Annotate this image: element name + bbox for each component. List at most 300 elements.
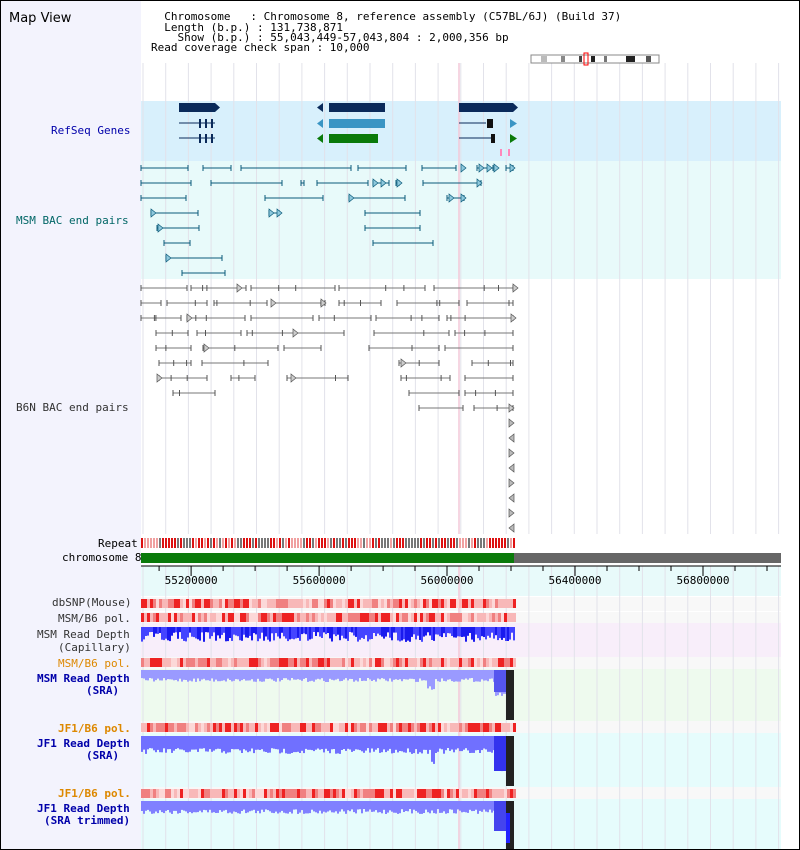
track-label-jf1-depth-sra-1[interactable]: JF1 Read Depth xyxy=(37,737,130,750)
repeat-element xyxy=(351,538,353,548)
heat-cell xyxy=(159,658,162,667)
heat-cell xyxy=(162,613,165,622)
show-range-info: Show (b.p.) : 55,043,449-57,043,804 : 2,000,356 bp xyxy=(151,31,509,44)
depth-bar xyxy=(353,801,355,812)
depth-bar xyxy=(203,801,205,810)
depth-bar xyxy=(471,627,473,640)
depth-bar xyxy=(491,627,493,633)
heat-cell xyxy=(468,723,471,732)
depth-bar xyxy=(145,627,147,636)
depth-bar xyxy=(191,801,193,813)
depth-bar xyxy=(447,801,449,813)
depth-bar xyxy=(281,736,283,753)
depth-bar xyxy=(489,801,491,810)
heat-cell xyxy=(321,658,324,667)
depth-bar xyxy=(405,627,407,642)
heat-cell xyxy=(372,613,375,622)
depth-bar xyxy=(459,670,461,682)
track-label-jf1-depth-trimmed-1[interactable]: JF1 Read Depth xyxy=(37,802,130,815)
depth-bar xyxy=(209,736,211,749)
heat-cell xyxy=(297,599,300,608)
depth-bar xyxy=(299,670,301,680)
depth-bar xyxy=(195,801,197,812)
repeat-element xyxy=(285,538,287,548)
heat-cell xyxy=(219,723,222,732)
depth-bar xyxy=(145,736,147,754)
heat-cell xyxy=(192,599,195,608)
depth-bar xyxy=(295,670,297,680)
depth-bar xyxy=(287,627,289,641)
depth-bar xyxy=(269,670,271,679)
depth-bar xyxy=(155,670,157,680)
depth-bar xyxy=(229,801,231,813)
heat-cell xyxy=(348,723,351,732)
depth-bar xyxy=(329,627,331,638)
heat-cell xyxy=(339,613,342,622)
heat-cell xyxy=(369,658,372,667)
depth-bar xyxy=(345,736,347,751)
heat-cell xyxy=(165,789,168,798)
depth-bar xyxy=(299,627,301,641)
depth-bar xyxy=(143,801,145,814)
depth-bar xyxy=(509,627,511,640)
track-label-refseq[interactable]: RefSeq Genes xyxy=(51,124,131,137)
heat-cell xyxy=(417,789,420,798)
heat-cell xyxy=(171,613,174,622)
depth-bar xyxy=(371,670,373,681)
heat-cell xyxy=(234,789,237,798)
depth-bar xyxy=(163,736,165,748)
heat-cell xyxy=(195,613,198,622)
repeat-element xyxy=(159,538,161,548)
depth-bar xyxy=(241,736,243,753)
heat-cell xyxy=(333,613,336,622)
track-label-msm-depth-cap-1[interactable]: MSM Read Depth xyxy=(37,628,130,641)
heat-cell xyxy=(444,599,447,608)
heat-cell xyxy=(231,723,234,732)
depth-bar xyxy=(311,627,313,639)
track-label-msm-depth-sra-1[interactable]: MSM Read Depth xyxy=(37,672,130,685)
track-label-jf1-depth-sra-2: (SRA) xyxy=(86,749,120,762)
heat-cell xyxy=(369,613,372,622)
heat-cell xyxy=(213,789,216,798)
heat-cell xyxy=(387,599,390,608)
depth-bar xyxy=(335,736,337,754)
heat-cell xyxy=(420,599,423,608)
heat-cell xyxy=(285,723,288,732)
heat-cell xyxy=(270,658,273,667)
heat-cell xyxy=(501,789,504,798)
heat-cell xyxy=(459,789,462,798)
depth-bar xyxy=(489,627,491,638)
depth-bar xyxy=(445,736,447,750)
heat-cell xyxy=(501,599,504,608)
heat-cell xyxy=(426,658,429,667)
repeat-element xyxy=(156,538,158,548)
depth-bar xyxy=(423,627,425,637)
depth-bar xyxy=(387,801,389,813)
heat-cell xyxy=(225,658,228,667)
depth-bar xyxy=(211,736,213,752)
depth-bar xyxy=(481,736,483,750)
depth-bar xyxy=(329,670,331,679)
depth-bar xyxy=(287,801,289,814)
heat-cell xyxy=(453,613,456,622)
track-label-msm-b6-pol-2[interactable]: MSM/B6 pol. xyxy=(58,657,131,670)
depth-bar xyxy=(431,736,433,762)
heat-cell xyxy=(357,658,360,667)
depth-bar xyxy=(175,627,177,632)
depth-bar xyxy=(469,801,471,810)
heat-cell xyxy=(315,613,318,622)
depth-bar xyxy=(379,801,381,812)
heat-cell xyxy=(384,789,387,798)
depth-bar xyxy=(375,736,377,750)
heat-cell xyxy=(267,658,270,667)
depth-bar xyxy=(235,736,237,749)
depth-bar xyxy=(369,736,371,753)
heat-cell xyxy=(180,789,183,798)
heat-cell xyxy=(495,723,498,732)
heat-cell xyxy=(345,613,348,622)
depth-bar xyxy=(477,627,479,638)
depth-bar xyxy=(301,627,303,634)
depth-bar xyxy=(201,801,203,812)
heat-cell xyxy=(141,723,144,732)
heat-cell xyxy=(228,599,231,608)
repeat-element xyxy=(363,538,365,548)
depth-bar xyxy=(155,736,157,752)
heat-cell xyxy=(306,658,309,667)
depth-bar xyxy=(349,627,351,632)
depth-bar xyxy=(347,736,349,749)
track-label-b6n-bac[interactable]: B6N BAC end pairs xyxy=(16,401,129,414)
depth-bar xyxy=(157,627,159,634)
depth-bar xyxy=(439,627,441,636)
depth-bar xyxy=(245,801,247,813)
heat-cell xyxy=(393,723,396,732)
depth-bar xyxy=(141,801,143,811)
repeat-element xyxy=(231,538,233,548)
depth-bar xyxy=(199,736,201,749)
depth-bar xyxy=(425,670,427,681)
heat-cell xyxy=(150,599,153,608)
heat-cell xyxy=(312,723,315,732)
repeat-element xyxy=(216,538,218,548)
depth-bar xyxy=(169,670,171,679)
heat-cell xyxy=(177,658,180,667)
depth-bar xyxy=(413,627,415,634)
heat-cell xyxy=(225,723,228,732)
depth-bar xyxy=(165,670,167,680)
heat-cell xyxy=(378,723,381,732)
track-label-dbsnp[interactable]: dbSNP(Mouse) xyxy=(52,596,132,609)
depth-bar xyxy=(377,627,379,634)
depth-bar xyxy=(291,670,293,678)
depth-bar xyxy=(455,736,457,750)
heat-cell xyxy=(234,723,237,732)
depth-bar xyxy=(399,627,401,641)
depth-bar xyxy=(297,670,299,679)
heat-cell xyxy=(165,599,168,608)
dbsnp-track xyxy=(141,599,516,608)
heat-cell xyxy=(480,723,483,732)
depth-bar xyxy=(433,736,435,764)
chromosome-bar-loaded xyxy=(141,553,514,563)
heat-cell xyxy=(402,789,405,798)
heat-cell xyxy=(237,658,240,667)
depth-bar xyxy=(499,627,501,638)
depth-bar xyxy=(465,736,467,748)
depth-bar xyxy=(463,736,465,750)
heat-cell xyxy=(228,723,231,732)
depth-bar xyxy=(327,670,329,682)
heat-cell xyxy=(336,613,339,622)
depth-bar xyxy=(295,801,297,809)
heat-cell xyxy=(444,789,447,798)
heat-cell xyxy=(495,658,498,667)
track-label-jf1-b6-pol-1[interactable]: JF1/B6 pol. xyxy=(58,722,131,735)
heat-cell xyxy=(222,613,225,622)
heat-cell xyxy=(336,599,339,608)
depth-bar xyxy=(239,736,241,750)
heat-cell xyxy=(420,789,423,798)
depth-bar xyxy=(143,670,145,679)
heat-cell xyxy=(351,723,354,732)
depth-bar xyxy=(295,627,297,638)
heat-cell xyxy=(498,789,501,798)
depth-bar xyxy=(425,736,427,750)
heat-cell xyxy=(330,613,333,622)
depth-bar xyxy=(219,736,221,749)
heat-cell xyxy=(363,789,366,798)
depth-bar xyxy=(427,801,429,812)
depth-bar xyxy=(265,627,267,637)
depth-bar xyxy=(219,670,221,681)
heat-cell xyxy=(504,613,507,622)
gene-exon xyxy=(211,134,213,143)
heat-cell xyxy=(216,658,219,667)
repeat-element xyxy=(177,538,179,548)
heat-cell xyxy=(189,599,192,608)
heat-cell xyxy=(471,613,474,622)
heat-cell xyxy=(315,599,318,608)
repeat-element xyxy=(297,538,299,548)
heat-cell xyxy=(348,613,351,622)
depth-bar xyxy=(159,670,161,680)
depth-bar xyxy=(167,670,169,679)
heat-cell xyxy=(498,599,501,608)
depth-bar xyxy=(347,627,349,641)
heat-cell xyxy=(273,599,276,608)
depth-bar xyxy=(365,736,367,751)
depth-bar xyxy=(325,627,327,634)
depth-bar xyxy=(383,627,385,639)
heat-cell xyxy=(420,613,423,622)
heat-cell xyxy=(366,789,369,798)
heat-cell xyxy=(384,599,387,608)
gene-body xyxy=(329,119,385,128)
heat-cell xyxy=(402,658,405,667)
track-label-repeat[interactable]: Repeat xyxy=(98,537,138,550)
heat-cell xyxy=(186,613,189,622)
heat-cell xyxy=(378,658,381,667)
track-label-jf1-b6-pol-2[interactable]: JF1/B6 pol. xyxy=(58,787,131,800)
depth-bar xyxy=(187,801,189,813)
depth-bar xyxy=(479,670,481,682)
heat-cell xyxy=(417,658,420,667)
heat-cell xyxy=(282,599,285,608)
heat-cell xyxy=(174,613,177,622)
depth-bar xyxy=(341,801,343,809)
depth-bar xyxy=(345,670,347,678)
repeat-element xyxy=(222,538,224,548)
depth-bar xyxy=(403,627,405,639)
heat-cell xyxy=(390,599,393,608)
heat-cell xyxy=(216,599,219,608)
repeat-element xyxy=(144,538,146,548)
chromosome-ideogram xyxy=(531,53,659,65)
depth-bar xyxy=(385,736,387,752)
heat-cell xyxy=(222,723,225,732)
depth-bar xyxy=(257,736,259,750)
depth-bar xyxy=(303,801,305,814)
heat-cell xyxy=(246,789,249,798)
track-label-msm-b6-pol-1[interactable]: MSM/B6 pol. xyxy=(58,612,131,625)
heat-cell xyxy=(231,613,234,622)
heat-cell xyxy=(261,599,264,608)
depth-bar xyxy=(389,670,391,678)
depth-bar xyxy=(467,670,469,680)
heat-cell xyxy=(447,658,450,667)
heat-cell xyxy=(363,723,366,732)
depth-bar xyxy=(343,670,345,680)
repeat-element xyxy=(378,538,380,548)
heat-cell xyxy=(273,613,276,622)
depth-bar xyxy=(487,670,489,681)
heat-cell xyxy=(438,599,441,608)
heat-cell xyxy=(216,723,219,732)
depth-bar xyxy=(469,627,471,633)
depth-bar xyxy=(275,736,277,749)
depth-bar xyxy=(371,801,373,812)
heat-cell xyxy=(183,613,186,622)
depth-bar xyxy=(327,801,329,812)
heat-cell xyxy=(438,613,441,622)
depth-bar xyxy=(397,670,399,680)
depth-bar xyxy=(381,736,383,752)
depth-bar xyxy=(419,670,421,679)
depth-bar xyxy=(291,801,293,814)
heat-cell xyxy=(276,658,279,667)
heat-cell xyxy=(150,658,153,667)
heat-cell xyxy=(336,658,339,667)
heat-cell xyxy=(456,613,459,622)
heat-cell xyxy=(294,723,297,732)
heat-cell xyxy=(189,613,192,622)
depth-bar xyxy=(321,670,323,678)
repeat-element xyxy=(471,538,473,548)
heat-cell xyxy=(165,658,168,667)
depth-bar xyxy=(151,736,153,748)
heat-cell xyxy=(390,789,393,798)
depth-bar xyxy=(407,736,409,748)
ideogram-band xyxy=(579,56,582,62)
heat-cell xyxy=(198,613,201,622)
depth-bar xyxy=(389,736,391,749)
repeat-element xyxy=(288,538,290,548)
heat-cell xyxy=(447,789,450,798)
heat-cell xyxy=(357,599,360,608)
heat-cell xyxy=(435,613,438,622)
depth-bar xyxy=(469,670,471,678)
depth-bar xyxy=(149,670,151,678)
heat-cell xyxy=(513,789,516,798)
heat-cell xyxy=(171,658,174,667)
depth-bar xyxy=(483,801,485,810)
depth-bar xyxy=(467,627,469,636)
repeat-element xyxy=(228,538,230,548)
depth-bar xyxy=(221,736,223,753)
track-label-msm-depth-sra-2: (SRA) xyxy=(86,684,120,697)
heat-cell xyxy=(153,658,156,667)
repeat-element xyxy=(258,538,260,548)
depth-bar xyxy=(435,670,437,679)
depth-bar xyxy=(487,627,489,636)
depth-bar xyxy=(149,627,151,632)
heat-cell xyxy=(357,789,360,798)
depth-bar xyxy=(151,670,153,679)
depth-bar xyxy=(481,627,483,636)
heat-cell xyxy=(255,613,258,622)
depth-bar xyxy=(455,670,457,681)
depth-bar xyxy=(381,627,383,637)
heat-cell xyxy=(468,658,471,667)
depth-bar xyxy=(357,736,359,750)
repeat-element xyxy=(252,538,254,548)
depth-bar xyxy=(149,736,151,748)
depth-bar xyxy=(301,736,303,751)
heat-cell xyxy=(510,789,513,798)
depth-bar xyxy=(373,627,375,633)
heat-cell xyxy=(504,789,507,798)
depth-bar xyxy=(323,736,325,752)
depth-bar xyxy=(501,627,503,640)
heat-cell xyxy=(366,723,369,732)
heat-cell xyxy=(315,789,318,798)
depth-bar xyxy=(455,627,457,638)
heat-cell xyxy=(444,613,447,622)
repeat-element xyxy=(336,538,338,548)
depth-bar xyxy=(265,736,267,752)
heat-cell xyxy=(513,723,516,732)
ideogram-band xyxy=(604,56,607,62)
depth-bar xyxy=(255,627,257,634)
heat-cell xyxy=(249,613,252,622)
heat-cell xyxy=(498,658,501,667)
repeat-element xyxy=(345,538,347,548)
heat-cell xyxy=(318,599,321,608)
depth-bar xyxy=(285,627,287,639)
heat-cell xyxy=(258,599,261,608)
depth-bar xyxy=(283,736,285,749)
heat-cell xyxy=(390,723,393,732)
depth-bar xyxy=(229,627,231,638)
depth-bar xyxy=(393,670,395,680)
depth-bar xyxy=(331,801,333,812)
track-label-msm-bac[interactable]: MSM BAC end pairs xyxy=(16,214,129,227)
depth-bar xyxy=(357,627,359,642)
